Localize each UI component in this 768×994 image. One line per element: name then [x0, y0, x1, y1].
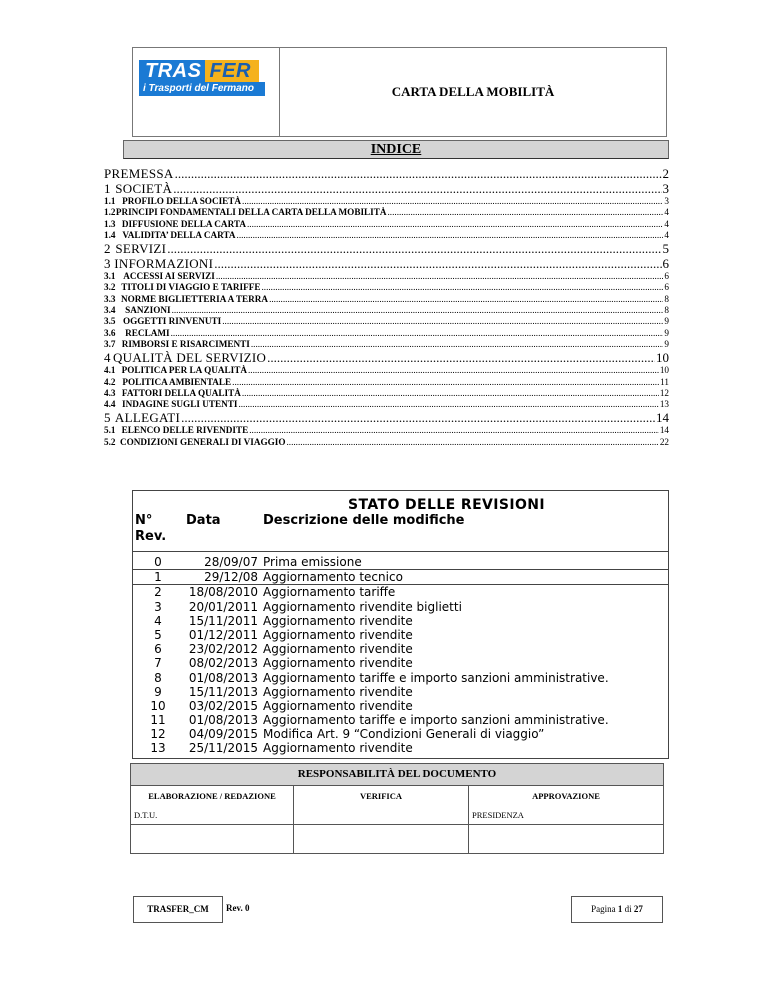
toc-leader-dots: [247, 219, 663, 230]
table-row: [133, 727, 668, 741]
toc-leader-dots: [173, 181, 661, 196]
revision-date: 29/12/08: [204, 570, 258, 585]
toc-entry-number: 3.1: [104, 271, 116, 282]
revision-date: 28/09/07: [204, 555, 258, 569]
toc-entry[interactable]: [104, 207, 669, 218]
signature-approvazione: [469, 825, 663, 853]
toc-entry-page: 11: [660, 376, 669, 387]
revision-description: Aggiornamento rivendite: [263, 627, 413, 642]
revision-date: 25/11/2015: [188, 741, 258, 756]
toc-leader-dots: [232, 377, 659, 388]
revision-description: Aggiornamento rivendite biglietti: [263, 599, 462, 614]
revision-date: 15/11/2013: [188, 684, 258, 699]
toc-entry-page: 9: [664, 327, 669, 338]
revision-description: Aggiornamento rivendite: [263, 613, 413, 628]
toc-leader-dots: [167, 241, 661, 256]
toc-entry-number: 5: [104, 410, 111, 426]
toc-leader-dots: [242, 196, 663, 207]
table-row: [133, 585, 668, 599]
revision-description: Modifica Art. 9 “Condizioni Generali di viaggio”: [263, 727, 545, 742]
toc-entry-number: 3.4: [104, 305, 116, 316]
signature-verifica: [294, 825, 469, 853]
toc-entry[interactable]: [104, 399, 669, 410]
toc-entry-number: 1.2: [104, 207, 116, 218]
toc-entry-title: DIFFUSIONE DELLA CARTA: [121, 218, 246, 229]
revision-description: Prima emissione: [263, 555, 362, 569]
logo-cell: [133, 48, 280, 136]
toc-entry-page: 8: [664, 305, 669, 316]
toc-entry-title: SOCIETÀ: [115, 181, 173, 196]
table-row: [133, 699, 668, 713]
toc-entry-title: POLITICA PER LA QUALITÀ: [121, 365, 247, 376]
toc-entry[interactable]: [104, 166, 669, 181]
toc-leader-dots: [269, 294, 663, 305]
revision-date: 18/08/2010: [188, 585, 258, 600]
toc-entry[interactable]: [104, 350, 669, 365]
toc-entry[interactable]: [104, 256, 669, 271]
revision-description: Aggiornamento rivendite: [263, 741, 413, 756]
toc-entry-title: RECLAMI: [125, 327, 170, 338]
table-row: [133, 713, 668, 727]
toc-entry-number: 4.2: [104, 376, 116, 387]
page-number: Pagina 1 di 27: [571, 896, 663, 923]
revision-date: 01/08/2013: [188, 670, 258, 685]
revision-date: 01/08/2013: [188, 713, 258, 728]
table-row: [133, 685, 668, 699]
toc-entry-title: NORME BIGLIETTERIA A TERRA: [120, 293, 269, 304]
revision-number: 11: [150, 713, 166, 728]
toc-entry-page: 4: [664, 218, 669, 229]
toc-entry-title: PREMESSA: [104, 166, 174, 181]
index-heading: INDICE: [123, 140, 669, 159]
toc-entry[interactable]: [104, 437, 669, 448]
toc-entry-title: SANZIONI: [125, 305, 171, 316]
revision-number: 3: [154, 599, 162, 614]
toc-entry[interactable]: [104, 377, 669, 388]
revision-date: 08/02/2013: [188, 656, 258, 671]
toc-entry-title: POLITICA AMBIENTALE: [122, 376, 232, 387]
toc-entry-page: 4: [664, 229, 669, 240]
logo-text-fer: FER: [205, 60, 259, 82]
revision-date: 23/02/2012: [188, 642, 258, 657]
toc-entry-title: TITOLI DI VIAGGIO E TARIFFE: [121, 282, 261, 293]
table-row: [133, 656, 668, 670]
toc-leader-dots: [172, 305, 664, 316]
document-header: [132, 47, 667, 137]
toc-entry[interactable]: [104, 241, 669, 256]
toc-leader-dots: [248, 365, 659, 376]
revision-date: 03/02/2015: [188, 698, 258, 713]
toc-entry[interactable]: [104, 305, 669, 316]
signature-elaborazione: [131, 825, 294, 853]
toc-entry-number: 2: [104, 241, 111, 257]
revision-description: Aggiornamento tariffe e importo sanzioni amministrative.: [263, 670, 609, 685]
toc-entry[interactable]: [104, 219, 669, 230]
logo-subtitle: i Trasporti del Fermano: [139, 82, 265, 96]
toc-entry-title: OGGETTI RINVENUTI: [122, 316, 222, 327]
revisions-title: STATO DELLE REVISIONI: [348, 497, 545, 513]
toc-leader-dots: [175, 166, 662, 181]
col-verifica: VERIFICA: [294, 786, 469, 806]
revision-number: 5: [154, 627, 162, 642]
toc-entry-page: 9: [664, 316, 669, 327]
toc-entry[interactable]: [104, 365, 669, 376]
toc-entry-number: 3.5: [104, 316, 116, 327]
toc-entry[interactable]: [104, 328, 669, 339]
toc-leader-dots: [171, 328, 664, 339]
revision-description: Aggiornamento rivendite: [263, 642, 413, 657]
revision-number: 4: [154, 613, 162, 628]
toc-leader-dots: [216, 271, 664, 282]
toc-entry[interactable]: [104, 339, 669, 350]
revision-description: Aggiornamento tariffe: [263, 585, 396, 600]
toc-entry-number: 1: [104, 181, 111, 196]
document-code: TRASFER_CM: [133, 896, 223, 923]
toc-entry-title: INFORMAZIONI: [114, 256, 214, 272]
logo-text-tras: TRAS: [139, 60, 205, 82]
revision-date: 20/01/2011: [188, 599, 258, 614]
revisions-table: [132, 490, 669, 759]
toc-entry-title: VALIDITA’ DELLA CARTA: [122, 229, 236, 240]
toc-leader-dots: [242, 388, 659, 399]
revision-description: Aggiornamento rivendite: [263, 684, 413, 699]
toc-entry-page: 14: [659, 425, 669, 436]
value-approvazione: PRESIDENZA: [469, 806, 663, 825]
revisions-header: [133, 491, 668, 552]
toc-entry-page: 8: [664, 293, 669, 304]
toc-entry-page: 14: [656, 410, 669, 426]
toc-entry-number: 3.7: [104, 338, 116, 349]
toc-leader-dots: [388, 207, 664, 218]
table-row: [133, 628, 668, 642]
revision-description: Aggiornamento tecnico: [263, 570, 403, 585]
toc-entry[interactable]: [104, 230, 669, 241]
responsibility-title: RESPONSABILITÀ DEL DOCUMENTO: [131, 764, 663, 786]
toc-entry-title: FATTORI DELLA QUALITÀ: [121, 387, 241, 398]
toc-entry-number: 1.4: [104, 229, 116, 240]
document-title: CARTA DELLA MOBILITÀ: [391, 84, 555, 99]
trasfer-logo: [139, 60, 273, 98]
revision-date: 15/11/2011: [188, 613, 258, 628]
col-elaborazione: ELABORAZIONE / REDAZIONE: [131, 786, 294, 806]
toc-entry-page: 13: [659, 399, 669, 410]
table-row: [133, 614, 668, 628]
revision-description: Aggiornamento rivendite: [263, 698, 413, 713]
table-row: [133, 555, 668, 570]
revision-description: Aggiornamento tariffe e importo sanzioni amministrative.: [263, 713, 609, 728]
revision-date: 01/12/2011: [188, 627, 258, 642]
toc-entry[interactable]: [104, 410, 669, 425]
col-description: Descrizione delle modifiche: [263, 513, 465, 528]
toc-leader-dots: [222, 316, 663, 327]
toc-entry-number: 1.1: [104, 196, 116, 206]
toc-leader-dots: [238, 399, 658, 410]
revision-number: 10: [150, 698, 166, 713]
toc-entry[interactable]: [104, 316, 669, 327]
table-row: [133, 570, 668, 585]
revision-number: 0: [154, 555, 162, 569]
toc-entry-title: PROFILO DELLA SOCIETÀ: [122, 196, 242, 206]
toc-entry-number: 4.4: [104, 399, 116, 410]
toc-entry-page: 6: [664, 282, 669, 293]
toc-entry-title: ALLEGATI: [114, 410, 181, 426]
toc-leader-dots: [286, 437, 658, 448]
toc-entry-number: 4.1: [104, 365, 116, 376]
toc-leader-dots: [251, 339, 664, 350]
col-date: Data: [186, 513, 221, 528]
value-elaborazione: D.T.U.: [131, 806, 294, 825]
value-verifica: [294, 806, 469, 825]
toc-entry-number: 3.6: [104, 327, 116, 338]
toc-entry-page: 2: [662, 166, 669, 181]
toc-entry-page: 3: [662, 181, 669, 196]
toc-leader-dots: [261, 282, 663, 293]
revision-number: 7: [154, 656, 162, 671]
revision-number: 6: [154, 642, 162, 657]
revision-number: 13: [150, 741, 166, 756]
toc-entry[interactable]: [104, 282, 669, 293]
toc-entry-title: SERVIZI: [115, 241, 167, 257]
toc-entry-page: 9: [664, 338, 669, 349]
toc-entry-page: 10: [659, 365, 669, 376]
toc-entry-page: 5: [662, 241, 669, 257]
toc-entry[interactable]: [104, 271, 669, 282]
revisions-body: [133, 552, 668, 758]
col-rev-number: N° Rev.: [135, 513, 167, 544]
toc-entry-page: 3: [664, 196, 669, 206]
toc-leader-dots: [249, 425, 659, 436]
table-row: [133, 741, 668, 755]
toc-entry-title: ACCESSI AI SERVIZI: [123, 271, 215, 282]
toc-entry-page: 4: [664, 207, 669, 218]
toc-entry[interactable]: [104, 294, 669, 305]
toc-entry[interactable]: [104, 388, 669, 399]
toc-leader-dots: [237, 230, 664, 241]
toc-entry-number: 3: [104, 256, 111, 272]
revision-label: Rev. 0: [226, 903, 250, 913]
toc-entry-number: 5.2: [104, 436, 116, 447]
toc-entry-number: 4.3: [104, 387, 116, 398]
toc-entry[interactable]: [104, 425, 669, 436]
responsibility-table: [130, 763, 664, 854]
toc-entry[interactable]: [104, 181, 669, 196]
toc-entry[interactable]: [104, 196, 669, 207]
toc-entry-page: 22: [659, 436, 669, 447]
toc-leader-dots: [181, 410, 655, 425]
toc-entry-number: 5.1: [104, 425, 116, 436]
toc-entry-title: QUALITÀ DEL SERVIZIO: [112, 350, 267, 366]
toc-leader-dots: [267, 350, 655, 365]
table-row: [133, 671, 668, 685]
toc-entry-title: INDAGINE SUGLI UTENTI: [122, 399, 238, 410]
toc-entry-page: 10: [656, 350, 669, 366]
table-row: [133, 642, 668, 656]
revision-description: Aggiornamento rivendite: [263, 656, 413, 671]
table-row: [133, 600, 668, 614]
revision-number: 1: [154, 570, 162, 585]
toc-entry-title: RIMBORSI E RISARCIMENTI: [121, 338, 250, 349]
toc-leader-dots: [214, 256, 661, 271]
toc-entry-title: ELENCO DELLE RIVENDITE: [121, 425, 249, 436]
toc-entry-page: 6: [664, 271, 669, 282]
toc-entry-title: CONDIZIONI GENERALI DI VIAGGIO: [119, 436, 286, 447]
col-approvazione: APPROVAZIONE: [532, 791, 600, 801]
revision-number: 9: [154, 684, 162, 699]
revision-date: 04/09/2015: [188, 727, 258, 742]
toc-entry-page: 12: [659, 387, 669, 398]
toc-entry-number: 3.3: [104, 293, 116, 304]
toc-entry-page: 6: [662, 256, 669, 272]
toc-entry-number: 4: [104, 350, 111, 366]
table-of-contents: [104, 166, 669, 448]
revision-number: 8: [154, 670, 162, 685]
toc-entry-number: 3.2: [104, 282, 116, 293]
revision-number: 2: [154, 585, 162, 600]
revision-number: 12: [150, 727, 166, 742]
toc-entry-number: 1.3: [104, 218, 116, 229]
toc-entry-title: PRINCIPI FONDAMENTALI DELLA CARTA DELLA MOBILITÀ: [115, 207, 387, 218]
